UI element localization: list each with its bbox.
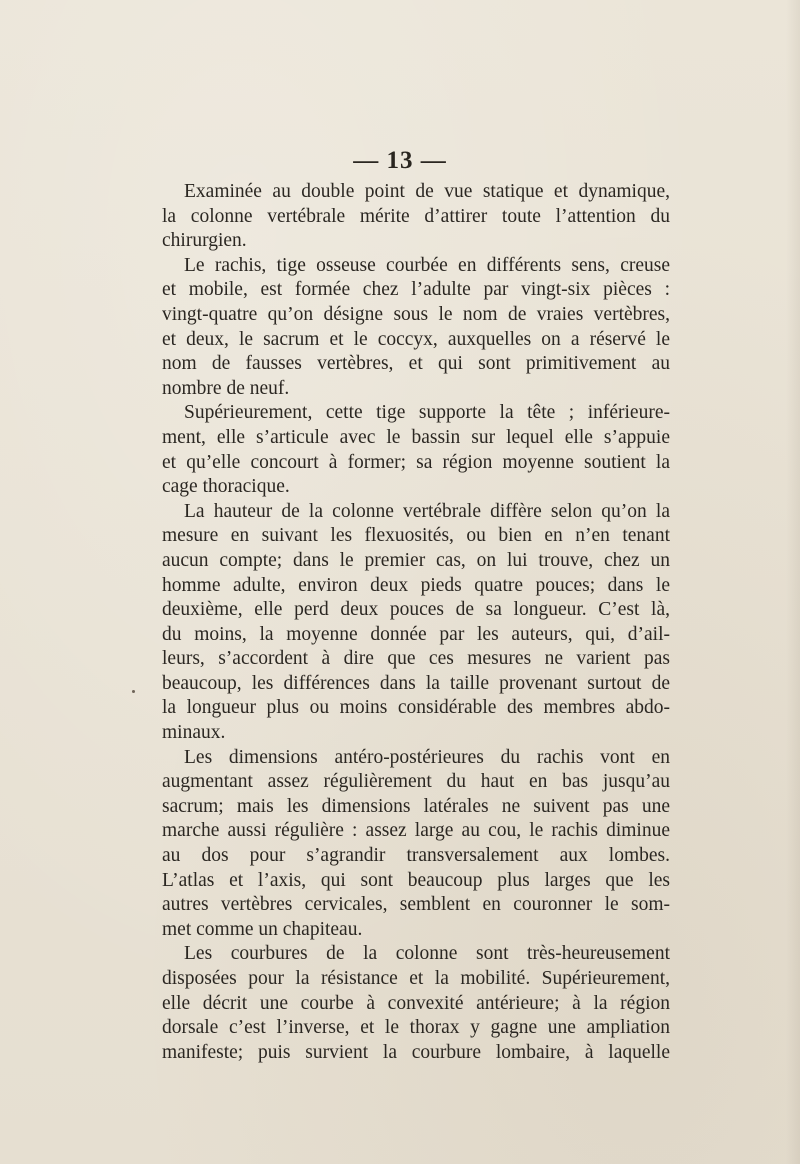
text-line: et deux, le sacrum et le coccyx, auxquelles on a réservé le xyxy=(162,328,670,350)
paragraph-6 xyxy=(162,942,670,1065)
paragraph-3 xyxy=(162,401,670,499)
text-line: met comme un chapiteau. xyxy=(162,918,363,940)
page-edge-shadow xyxy=(786,0,800,1164)
text-line: ment, elle s’articule avec le bassin sur lequel elle s’appuie xyxy=(162,426,670,448)
text-line: mesure en suivant les flexuosités, ou bien en n’en tenant xyxy=(162,525,670,547)
text-line: nombre de neuf. xyxy=(162,377,290,399)
text-line: La hauteur de la colonne vertébrale diffère selon qu’on la xyxy=(184,500,670,522)
text-line: la colonne vertébrale mérite d’attirer toute l’attention du xyxy=(162,205,670,227)
text-line: aucun compte; dans le premier cas, on lui trouve, chez un xyxy=(162,549,670,571)
text-line: beaucoup, les différences dans la taille provenant surtout de xyxy=(162,672,670,694)
text-line: augmentant assez régulièrement du haut en bas jusqu’au xyxy=(162,771,670,793)
text-line: Le rachis, tige osseuse courbée en différents sens, creuse xyxy=(184,254,670,276)
text-line: au dos pour s’agrandir transversalement aux lombes. xyxy=(162,845,670,867)
text-line: cage thoracique. xyxy=(162,476,290,498)
text-line: sacrum; mais les dimensions latérales ne suivent pas une xyxy=(162,795,670,817)
text-line: manifeste; puis survient la courbure lombaire, à laquelle xyxy=(162,1041,670,1063)
text-line: nom de fausses vertèbres, et qui sont primitivement au xyxy=(162,353,670,375)
text-line: Les courbures de la colonne sont très-heureusement xyxy=(184,943,670,965)
text-line: dorsale c’est l’inverse, et le thorax y gagne une ampliation xyxy=(162,1017,670,1039)
text-line: marche aussi régulière : assez large au cou, le rachis diminue xyxy=(162,820,670,842)
text-line: du moins, la moyenne donnée par les auteurs, qui, d’ail- xyxy=(162,623,670,645)
text-line: deuxième, elle perd deux pouces de sa longueur. C’est là, xyxy=(162,599,670,621)
text-line: vingt-quatre qu’on désigne sous le nom de vraies vertèbres, xyxy=(162,303,670,325)
text-line: leurs, s’accordent à dire que ces mesures ne varient pas xyxy=(162,648,670,670)
text-line: Les dimensions antéro-postérieures du rachis vont en xyxy=(184,746,670,768)
paragraph-1 xyxy=(162,180,670,254)
margin-dot xyxy=(132,690,135,693)
paragraph-2 xyxy=(162,254,670,402)
text-line: et mobile, est formée chez l’adulte par vingt-six pièces : xyxy=(162,279,670,301)
paragraph-5 xyxy=(162,746,670,943)
page-number: — 13 — xyxy=(353,147,447,174)
text-line: autres vertèbres cervicales, semblent en couronner le som- xyxy=(162,894,670,916)
text-line: la longueur plus ou moins considérable des membres abdo- xyxy=(162,697,670,719)
text-line: disposées pour la résistance et la mobilité. Supérieurement, xyxy=(162,968,670,989)
text-line: et qu’elle concourt à former; sa région moyenne soutient la xyxy=(162,451,670,473)
body-text xyxy=(162,180,670,1065)
text-line: L’atlas et l’axis, qui sont beaucoup plus larges que les xyxy=(162,869,670,891)
text-line: Examinée au double point de vue statique et dynamique, xyxy=(184,181,670,202)
paragraph-4 xyxy=(162,500,670,746)
text-line: chirurgien. xyxy=(162,230,247,252)
text-line: Supérieurement, cette tige supporte la tête ; inférieure- xyxy=(184,402,670,424)
text-line: homme adulte, environ deux pieds quatre pouces; dans le xyxy=(162,574,670,596)
text-line: elle décrit une courbe à convexité antérieure; à la région xyxy=(162,992,670,1014)
text-line: minaux. xyxy=(162,722,226,744)
